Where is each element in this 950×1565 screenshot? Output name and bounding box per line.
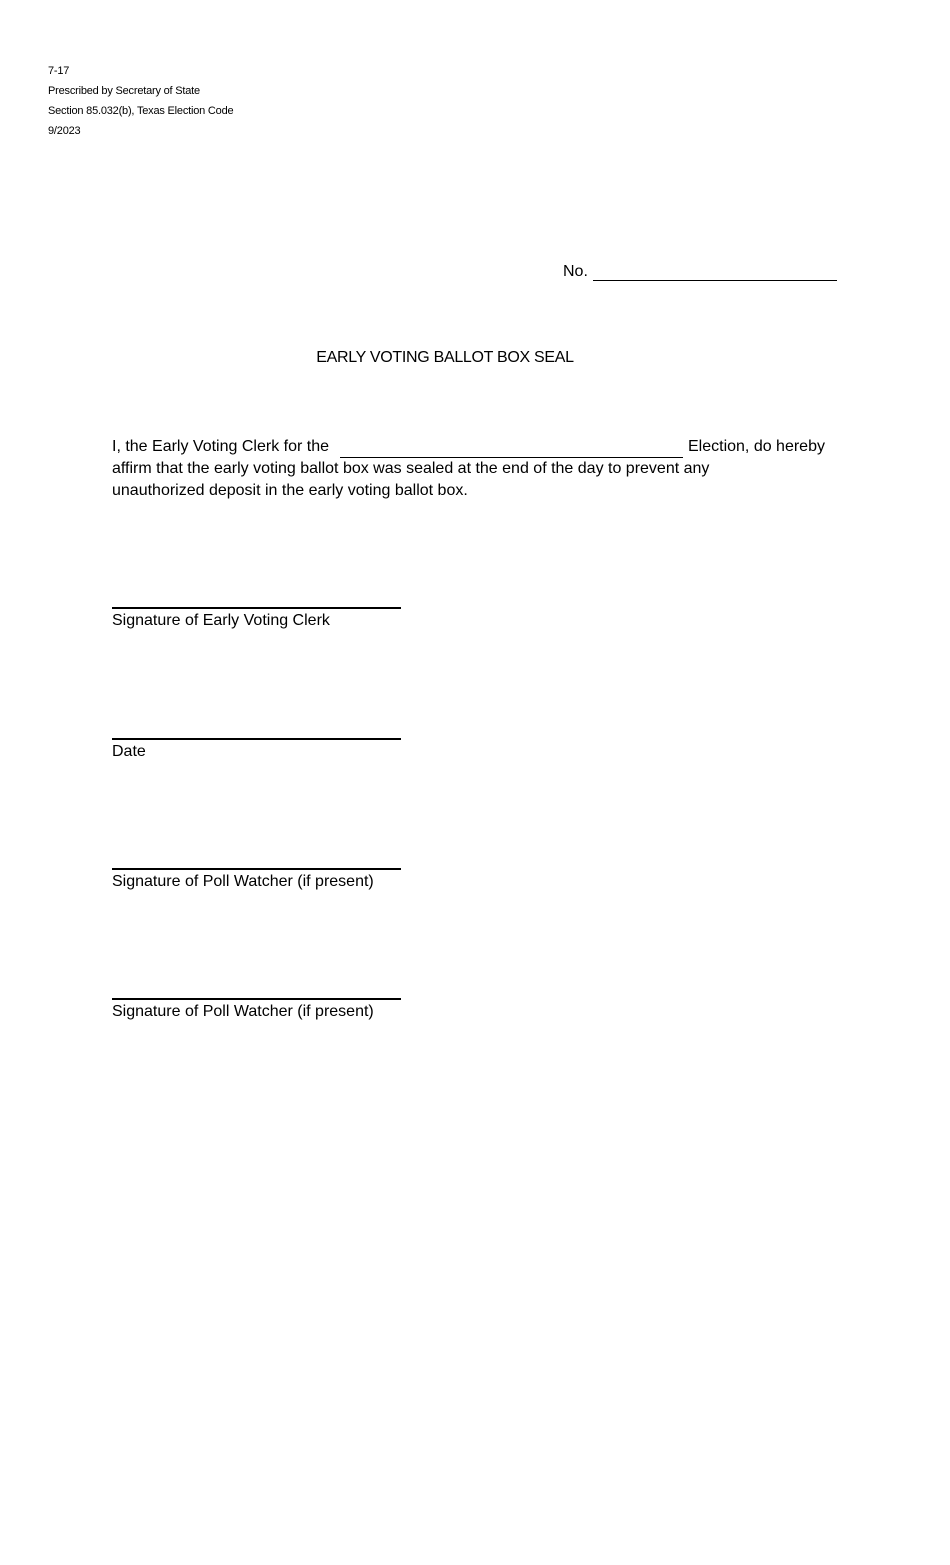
number-row (563, 262, 837, 281)
form-header (48, 61, 233, 141)
poll-watcher-1-block (112, 868, 401, 891)
affirmation-suffix: Election, do hereby (688, 438, 825, 455)
date-label: Date (112, 743, 146, 760)
number-label: No. (563, 263, 588, 280)
poll-watcher-1-signature-line[interactable] (112, 868, 401, 870)
revision-date: 9/2023 (48, 125, 81, 137)
poll-watcher-2-signature-line[interactable] (112, 998, 401, 1000)
date-line[interactable] (112, 738, 401, 740)
date-block (112, 738, 401, 761)
form-title: EARLY VOTING BALLOT BOX SEAL (316, 349, 574, 366)
form-number: 7-17 (48, 65, 70, 77)
affirmation-paragraph (112, 436, 847, 502)
clerk-signature-line[interactable] (112, 607, 401, 609)
affirmation-line-2: affirm that the early voting ballot box was sealed at the end of the day to prevent any (112, 460, 710, 477)
poll-watcher-2-label: Signature of Poll Watcher (if present) (112, 1003, 374, 1020)
poll-watcher-2-block (112, 998, 401, 1021)
affirmation-line-1 (112, 436, 847, 458)
affirmation-prefix: I, the Early Voting Clerk for the (112, 438, 329, 455)
code-section: Section 85.032(b), Texas Election Code (48, 105, 234, 117)
clerk-signature-label: Signature of Early Voting Clerk (112, 612, 330, 629)
affirmation-line-3: unauthorized deposit in the early voting ballot box. (112, 482, 468, 499)
number-field[interactable] (593, 262, 837, 281)
prescribed-by: Prescribed by Secretary of State (48, 85, 200, 97)
clerk-signature-block (112, 607, 401, 630)
election-name-field[interactable] (340, 439, 683, 458)
poll-watcher-1-label: Signature of Poll Watcher (if present) (112, 873, 374, 890)
